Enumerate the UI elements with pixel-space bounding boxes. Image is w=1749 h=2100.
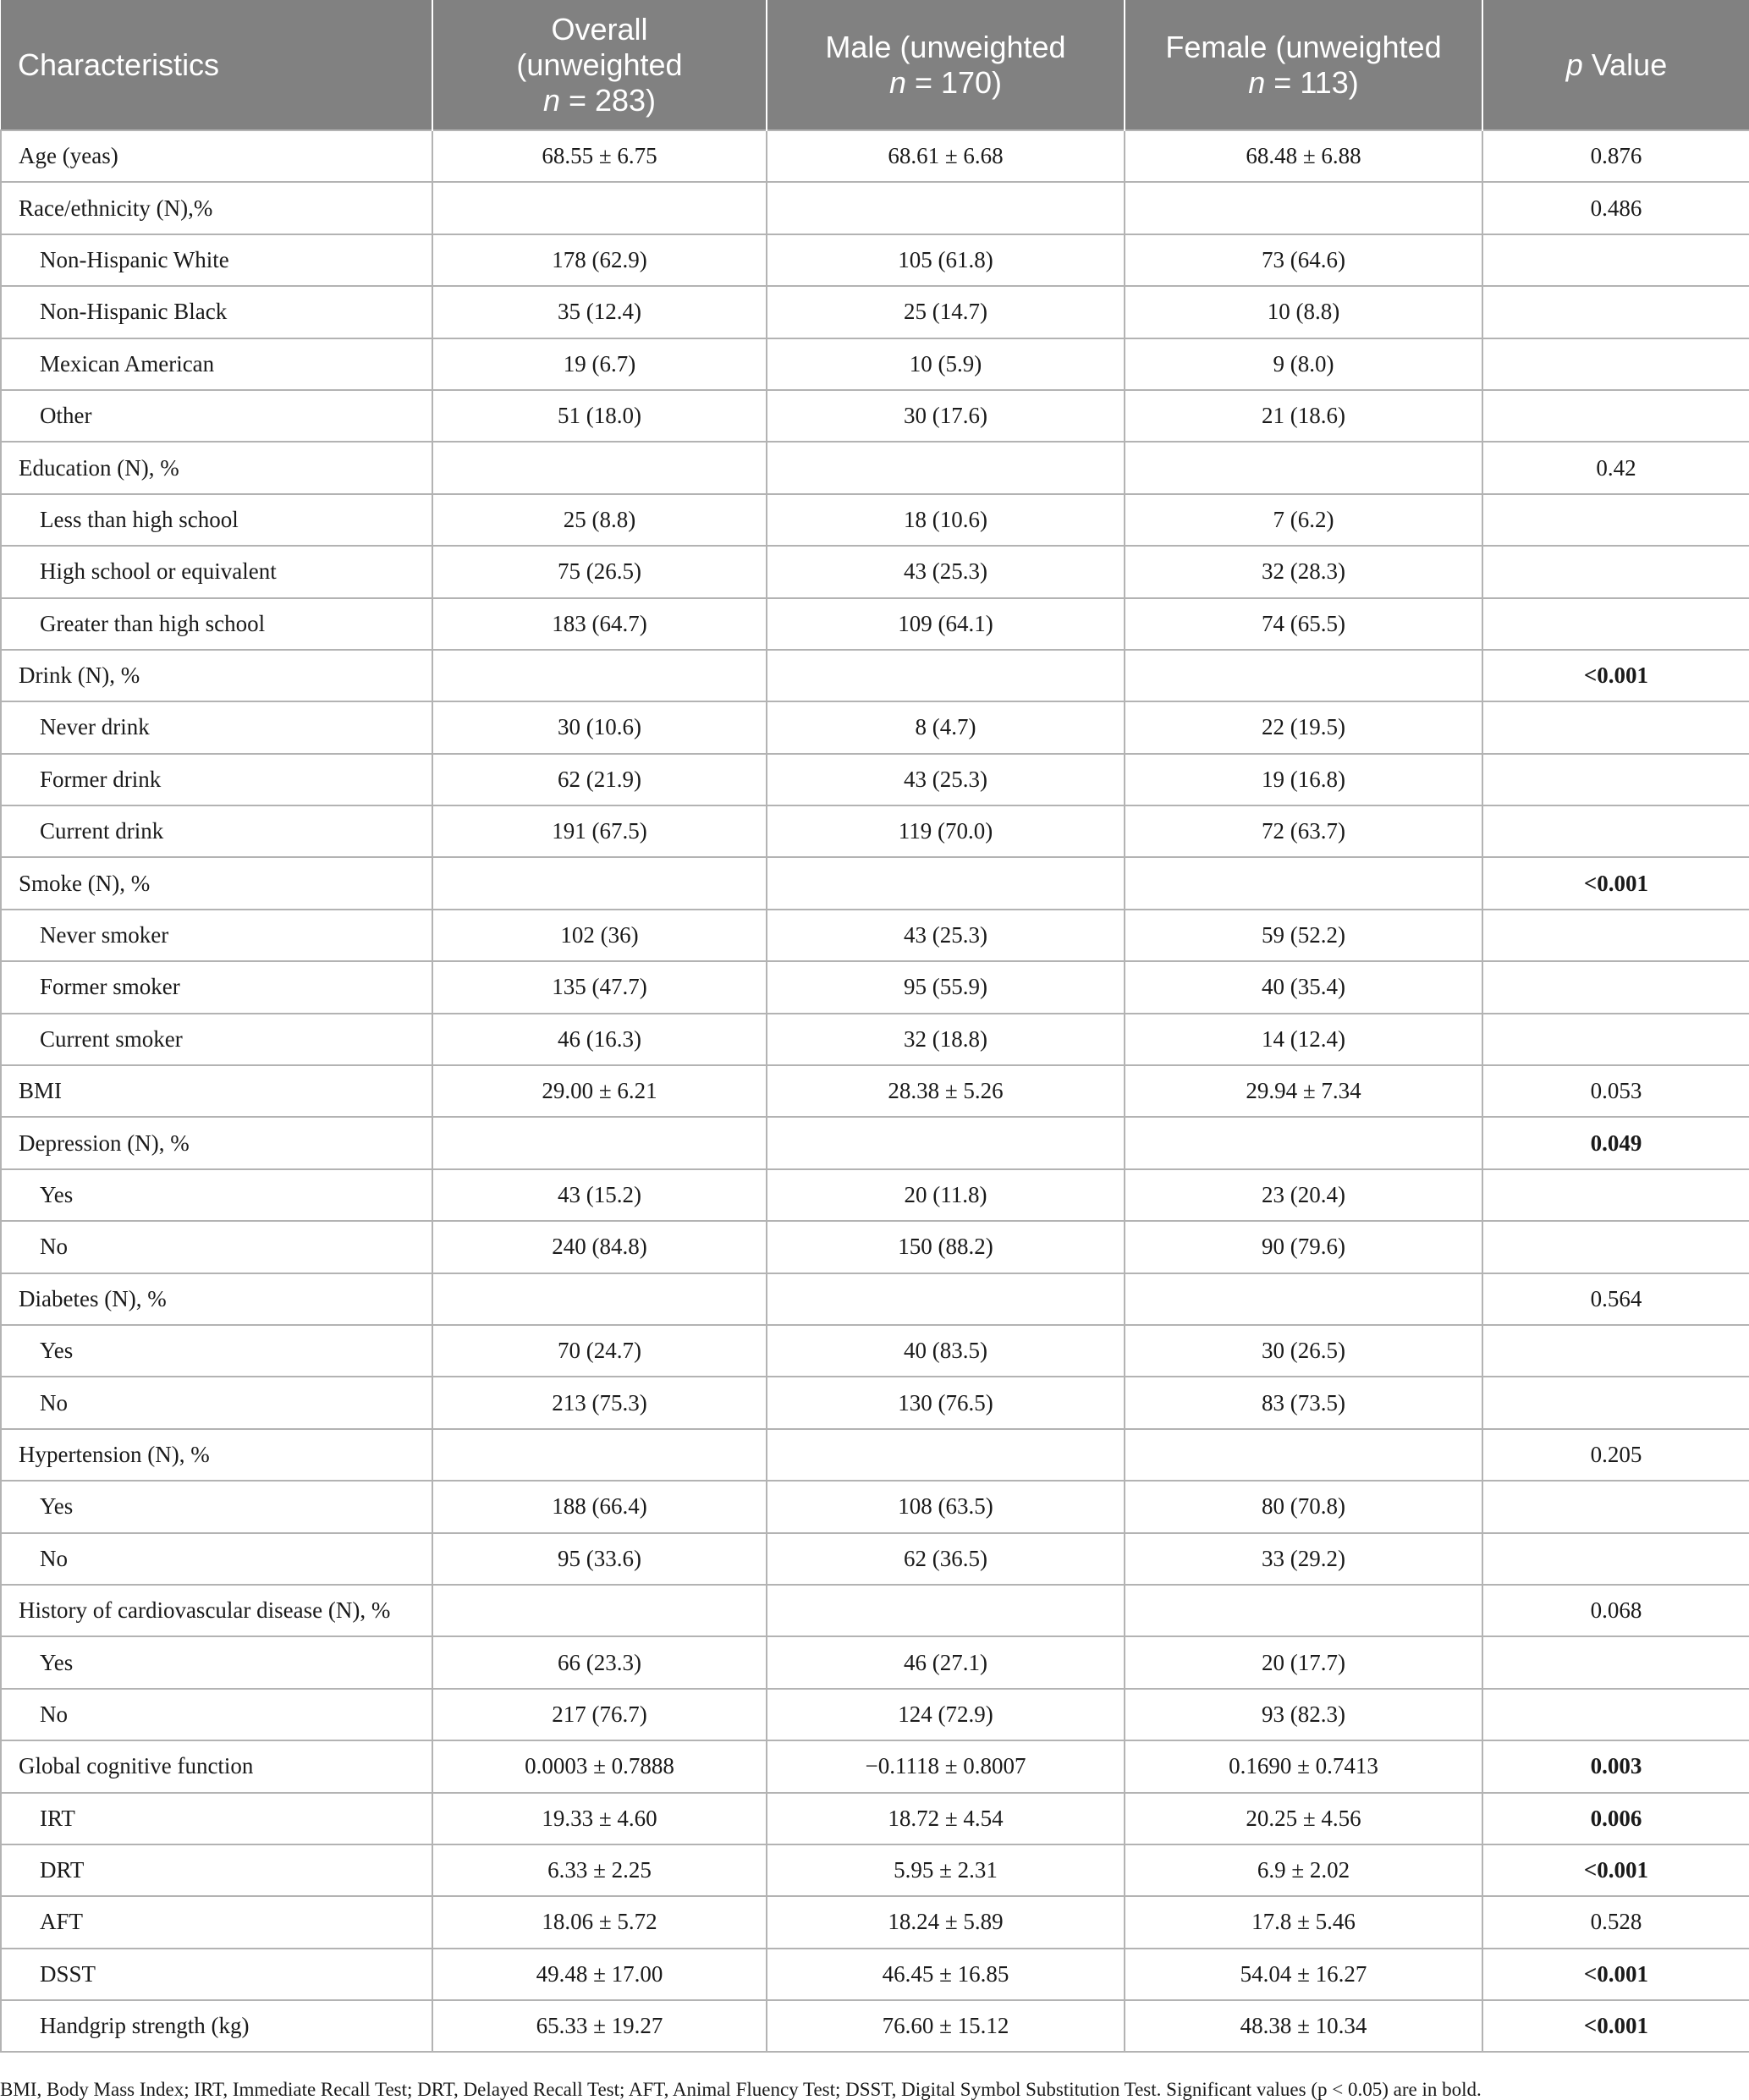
table-row <box>1 1065 1749 1117</box>
cell-overall: 240 (84.8) <box>432 1221 767 1273</box>
cell-characteristic: Never drink <box>1 701 432 753</box>
cell-female: 40 (35.4) <box>1125 961 1482 1013</box>
table-row <box>1 234 1749 286</box>
cell-characteristic: No <box>1 1377 432 1428</box>
cell-p-value <box>1482 494 1749 546</box>
cell-p-value: 0.528 <box>1482 1896 1749 1948</box>
table-row <box>1 1689 1749 1740</box>
cell-p-value <box>1482 1533 1749 1585</box>
header-p-value <box>1482 0 1749 130</box>
cell-characteristic: Current smoker <box>1 1014 432 1065</box>
cell-overall: 0.0003 ± 0.7888 <box>432 1740 767 1792</box>
cell-characteristic: No <box>1 1689 432 1740</box>
cell-overall <box>432 1429 767 1481</box>
header-line: (unweighted <box>516 47 683 82</box>
cell-characteristic: No <box>1 1533 432 1585</box>
cell-characteristic: Yes <box>1 1481 432 1532</box>
cell-male: 95 (55.9) <box>767 961 1125 1013</box>
cell-characteristic: Other <box>1 390 432 442</box>
cell-p-value: 0.003 <box>1482 1740 1749 1792</box>
cell-p-value: 0.564 <box>1482 1273 1749 1325</box>
table-row <box>1 1896 1749 1948</box>
table-header <box>1 0 1749 130</box>
cell-p-value: 0.049 <box>1482 1117 1749 1168</box>
cell-overall: 43 (15.2) <box>432 1169 767 1221</box>
table-row <box>1 338 1749 390</box>
header-male <box>767 0 1125 130</box>
cell-p-value <box>1482 805 1749 857</box>
cell-overall: 217 (76.7) <box>432 1689 767 1740</box>
cell-female: 59 (52.2) <box>1125 910 1482 961</box>
cell-male: 18 (10.6) <box>767 494 1125 546</box>
cell-characteristic: Less than high school <box>1 494 432 546</box>
header-overall <box>432 0 767 130</box>
cell-overall <box>432 1273 767 1325</box>
cell-characteristic: DRT <box>1 1844 432 1896</box>
table-row <box>1 182 1749 234</box>
header-line: Female (unweighted <box>1165 29 1442 64</box>
cell-male: 5.95 ± 2.31 <box>767 1844 1125 1896</box>
table-row <box>1 1377 1749 1428</box>
cell-female: 80 (70.8) <box>1125 1481 1482 1532</box>
cell-male <box>767 857 1125 909</box>
cell-characteristic: Hypertension (N), % <box>1 1429 432 1481</box>
table-row <box>1 598 1749 650</box>
cell-overall: 66 (23.3) <box>432 1636 767 1688</box>
header-row <box>1 0 1749 130</box>
cell-female <box>1125 182 1482 234</box>
cell-p-value <box>1482 598 1749 650</box>
cell-male: 43 (25.3) <box>767 910 1125 961</box>
cell-overall: 75 (26.5) <box>432 546 767 597</box>
cell-characteristic: Yes <box>1 1169 432 1221</box>
cell-male: 124 (72.9) <box>767 1689 1125 1740</box>
cell-overall: 191 (67.5) <box>432 805 767 857</box>
cell-characteristic: Diabetes (N), % <box>1 1273 432 1325</box>
cell-characteristic: BMI <box>1 1065 432 1117</box>
cell-male: 130 (76.5) <box>767 1377 1125 1428</box>
cell-characteristic: AFT <box>1 1896 432 1948</box>
cell-male: 108 (63.5) <box>767 1481 1125 1532</box>
cell-overall: 213 (75.3) <box>432 1377 767 1428</box>
table-row <box>1 2000 1749 2052</box>
cell-female: 73 (64.6) <box>1125 234 1482 286</box>
cell-p-value: 0.876 <box>1482 130 1749 182</box>
cell-p-value: <0.001 <box>1482 857 1749 909</box>
table-row <box>1 1325 1749 1377</box>
cell-male: 62 (36.5) <box>767 1533 1125 1585</box>
cell-male: 20 (11.8) <box>767 1169 1125 1221</box>
cell-female: 10 (8.8) <box>1125 286 1482 338</box>
header-n-value: = 170) <box>905 64 1003 100</box>
cell-overall: 65.33 ± 19.27 <box>432 2000 767 2052</box>
cell-p-value: <0.001 <box>1482 650 1749 701</box>
cell-characteristic: Drink (N), % <box>1 650 432 701</box>
cell-overall: 102 (36) <box>432 910 767 961</box>
header-line: Overall <box>551 11 648 47</box>
table-row <box>1 754 1749 805</box>
cell-male: 105 (61.8) <box>767 234 1125 286</box>
cell-female: 74 (65.5) <box>1125 598 1482 650</box>
table-row <box>1 546 1749 597</box>
cell-overall: 62 (21.9) <box>432 754 767 805</box>
header-characteristics <box>1 0 432 130</box>
cell-characteristic: History of cardiovascular disease (N), % <box>1 1585 432 1636</box>
cell-p-value: 0.42 <box>1482 442 1749 493</box>
cell-characteristic: Non-Hispanic White <box>1 234 432 286</box>
table-row <box>1 1636 1749 1688</box>
cell-p-value <box>1482 1689 1749 1740</box>
cell-overall: 25 (8.8) <box>432 494 767 546</box>
cell-female: 20.25 ± 4.56 <box>1125 1793 1482 1844</box>
cell-overall: 49.48 ± 17.00 <box>432 1949 767 2000</box>
cell-male: 40 (83.5) <box>767 1325 1125 1377</box>
cell-male: 32 (18.8) <box>767 1014 1125 1065</box>
cell-p-value <box>1482 910 1749 961</box>
cell-p-value <box>1482 1014 1749 1065</box>
cell-female <box>1125 1585 1482 1636</box>
cell-male: 18.72 ± 4.54 <box>767 1793 1125 1844</box>
header-n-label: n <box>542 82 560 118</box>
table-row <box>1 701 1749 753</box>
cell-p-value: 0.068 <box>1482 1585 1749 1636</box>
cell-overall: 135 (47.7) <box>432 961 767 1013</box>
cell-male <box>767 1117 1125 1168</box>
cell-male <box>767 1585 1125 1636</box>
table-body <box>1 130 1749 2052</box>
cell-female: 22 (19.5) <box>1125 701 1482 753</box>
cell-male: 68.61 ± 6.68 <box>767 130 1125 182</box>
cell-overall: 35 (12.4) <box>432 286 767 338</box>
cell-female: 29.94 ± 7.34 <box>1125 1065 1482 1117</box>
header-n-label: n <box>1248 64 1266 100</box>
cell-characteristic: Yes <box>1 1636 432 1688</box>
cell-characteristic: Never smoker <box>1 910 432 961</box>
cell-female: 83 (73.5) <box>1125 1377 1482 1428</box>
cell-overall: 19 (6.7) <box>432 338 767 390</box>
cell-male: 10 (5.9) <box>767 338 1125 390</box>
cell-overall: 30 (10.6) <box>432 701 767 753</box>
cell-p-value: 0.205 <box>1482 1429 1749 1481</box>
cell-p-value <box>1482 961 1749 1013</box>
cell-characteristic: DSST <box>1 1949 432 2000</box>
cell-p-value <box>1482 1221 1749 1273</box>
cell-overall: 18.06 ± 5.72 <box>432 1896 767 1948</box>
cell-male: 8 (4.7) <box>767 701 1125 753</box>
cell-male: 150 (88.2) <box>767 1221 1125 1273</box>
header-label: Value <box>1582 47 1668 82</box>
cell-p-value <box>1482 701 1749 753</box>
table-row <box>1 1740 1749 1792</box>
cell-overall: 68.55 ± 6.75 <box>432 130 767 182</box>
cell-characteristic: Current drink <box>1 805 432 857</box>
header-n-value: = 113) <box>1265 64 1359 100</box>
table-row <box>1 1117 1749 1168</box>
cell-female: 21 (18.6) <box>1125 390 1482 442</box>
cell-male <box>767 1429 1125 1481</box>
header-n-value: = 283) <box>559 82 657 118</box>
cell-female: 72 (63.7) <box>1125 805 1482 857</box>
cell-female: 90 (79.6) <box>1125 1221 1482 1273</box>
cell-female: 14 (12.4) <box>1125 1014 1482 1065</box>
cell-p-value <box>1482 286 1749 338</box>
table-row <box>1 390 1749 442</box>
cell-p-value <box>1482 338 1749 390</box>
cell-characteristic: Handgrip strength (kg) <box>1 2000 432 2052</box>
cell-overall <box>432 442 767 493</box>
cell-male: 43 (25.3) <box>767 754 1125 805</box>
table-row <box>1 1014 1749 1065</box>
cell-female: 6.9 ± 2.02 <box>1125 1844 1482 1896</box>
cell-female: 7 (6.2) <box>1125 494 1482 546</box>
table-row <box>1 1273 1749 1325</box>
table-row <box>1 961 1749 1013</box>
table-row <box>1 442 1749 493</box>
cell-male: 30 (17.6) <box>767 390 1125 442</box>
cell-female: 54.04 ± 16.27 <box>1125 1949 1482 2000</box>
cell-male: −0.1118 ± 0.8007 <box>767 1740 1125 1792</box>
cell-overall <box>432 1585 767 1636</box>
cell-male: 43 (25.3) <box>767 546 1125 597</box>
cell-female <box>1125 442 1482 493</box>
cell-p-value: <0.001 <box>1482 1844 1749 1896</box>
cell-p-value: 0.486 <box>1482 182 1749 234</box>
cell-p-value <box>1482 1325 1749 1377</box>
cell-female: 9 (8.0) <box>1125 338 1482 390</box>
cell-p-value <box>1482 1481 1749 1532</box>
cell-male: 76.60 ± 15.12 <box>767 2000 1125 2052</box>
cell-female: 68.48 ± 6.88 <box>1125 130 1482 182</box>
table-row <box>1 130 1749 182</box>
cell-overall <box>432 857 767 909</box>
cell-male <box>767 1273 1125 1325</box>
cell-characteristic: Global cognitive function <box>1 1740 432 1792</box>
cell-overall <box>432 650 767 701</box>
table-row <box>1 857 1749 909</box>
table-row <box>1 650 1749 701</box>
table-row <box>1 1429 1749 1481</box>
cell-overall <box>432 182 767 234</box>
cell-female: 30 (26.5) <box>1125 1325 1482 1377</box>
table-row <box>1 1793 1749 1844</box>
cell-male: 119 (70.0) <box>767 805 1125 857</box>
cell-male: 109 (64.1) <box>767 598 1125 650</box>
cell-p-value <box>1482 1377 1749 1428</box>
cell-characteristic: Greater than high school <box>1 598 432 650</box>
header-line: Male (unweighted <box>825 29 1066 64</box>
table-row <box>1 494 1749 546</box>
cell-characteristic: Non-Hispanic Black <box>1 286 432 338</box>
cell-female: 32 (28.3) <box>1125 546 1482 597</box>
cell-p-value <box>1482 234 1749 286</box>
table-row <box>1 1585 1749 1636</box>
cell-female: 0.1690 ± 0.7413 <box>1125 1740 1482 1792</box>
table-row <box>1 1533 1749 1585</box>
cell-p-value: 0.053 <box>1482 1065 1749 1117</box>
cell-male <box>767 650 1125 701</box>
cell-female: 20 (17.7) <box>1125 1636 1482 1688</box>
cell-characteristic: No <box>1 1221 432 1273</box>
header-p-italic: p <box>1565 47 1583 82</box>
cell-overall: 188 (66.4) <box>432 1481 767 1532</box>
cell-overall: 178 (62.9) <box>432 234 767 286</box>
cell-characteristic: Education (N), % <box>1 442 432 493</box>
cell-female: 23 (20.4) <box>1125 1169 1482 1221</box>
header-female <box>1125 0 1482 130</box>
table-row <box>1 1221 1749 1273</box>
table-row <box>1 1949 1749 2000</box>
cell-female: 48.38 ± 10.34 <box>1125 2000 1482 2052</box>
cell-p-value <box>1482 1169 1749 1221</box>
cell-overall: 95 (33.6) <box>432 1533 767 1585</box>
cell-female <box>1125 1429 1482 1481</box>
header-n-label: n <box>888 64 906 100</box>
cell-male <box>767 442 1125 493</box>
cell-overall: 70 (24.7) <box>432 1325 767 1377</box>
table-row <box>1 286 1749 338</box>
cell-p-value <box>1482 546 1749 597</box>
cell-female: 17.8 ± 5.46 <box>1125 1896 1482 1948</box>
cell-overall <box>432 1117 767 1168</box>
cell-male: 18.24 ± 5.89 <box>767 1896 1125 1948</box>
cell-p-value <box>1482 390 1749 442</box>
table-row <box>1 1169 1749 1221</box>
cell-p-value <box>1482 1636 1749 1688</box>
cell-characteristic: High school or equivalent <box>1 546 432 597</box>
cell-overall: 183 (64.7) <box>432 598 767 650</box>
cell-overall: 46 (16.3) <box>432 1014 767 1065</box>
cell-overall: 6.33 ± 2.25 <box>432 1844 767 1896</box>
cell-p-value: 0.006 <box>1482 1793 1749 1844</box>
cell-p-value <box>1482 754 1749 805</box>
cell-p-value: <0.001 <box>1482 1949 1749 2000</box>
table-footnote: BMI, Body Mass Index; IRT, Immediate Recall Test; DRT, Delayed Recall Test; AFT, Animal Fluency Test; DSST, Digital Symbol Substitution Test. Significant values (p < 0.05) are in bold. <box>0 2080 1482 2100</box>
cell-characteristic: Former smoker <box>1 961 432 1013</box>
cell-characteristic: Former drink <box>1 754 432 805</box>
cell-male: 25 (14.7) <box>767 286 1125 338</box>
table-row <box>1 805 1749 857</box>
cell-characteristic: IRT <box>1 1793 432 1844</box>
cell-overall: 19.33 ± 4.60 <box>432 1793 767 1844</box>
cell-p-value: <0.001 <box>1482 2000 1749 2052</box>
cell-male: 46.45 ± 16.85 <box>767 1949 1125 2000</box>
cell-male: 46 (27.1) <box>767 1636 1125 1688</box>
cell-characteristic: Yes <box>1 1325 432 1377</box>
header-label: Characteristics <box>18 47 220 82</box>
cell-male: 28.38 ± 5.26 <box>767 1065 1125 1117</box>
cell-male <box>767 182 1125 234</box>
cell-female: 93 (82.3) <box>1125 1689 1482 1740</box>
cell-female <box>1125 1117 1482 1168</box>
cell-overall: 29.00 ± 6.21 <box>432 1065 767 1117</box>
cell-characteristic: Smoke (N), % <box>1 857 432 909</box>
cell-female <box>1125 1273 1482 1325</box>
cell-characteristic: Age (yeas) <box>1 130 432 182</box>
cell-characteristic: Mexican American <box>1 338 432 390</box>
table-row <box>1 1844 1749 1896</box>
cell-female <box>1125 650 1482 701</box>
cell-characteristic: Race/ethnicity (N),% <box>1 182 432 234</box>
cell-overall: 51 (18.0) <box>432 390 767 442</box>
table-row <box>1 910 1749 961</box>
table-row <box>1 1481 1749 1532</box>
cell-female: 33 (29.2) <box>1125 1533 1482 1585</box>
cell-characteristic: Depression (N), % <box>1 1117 432 1168</box>
cell-female <box>1125 857 1482 909</box>
cell-female: 19 (16.8) <box>1125 754 1482 805</box>
